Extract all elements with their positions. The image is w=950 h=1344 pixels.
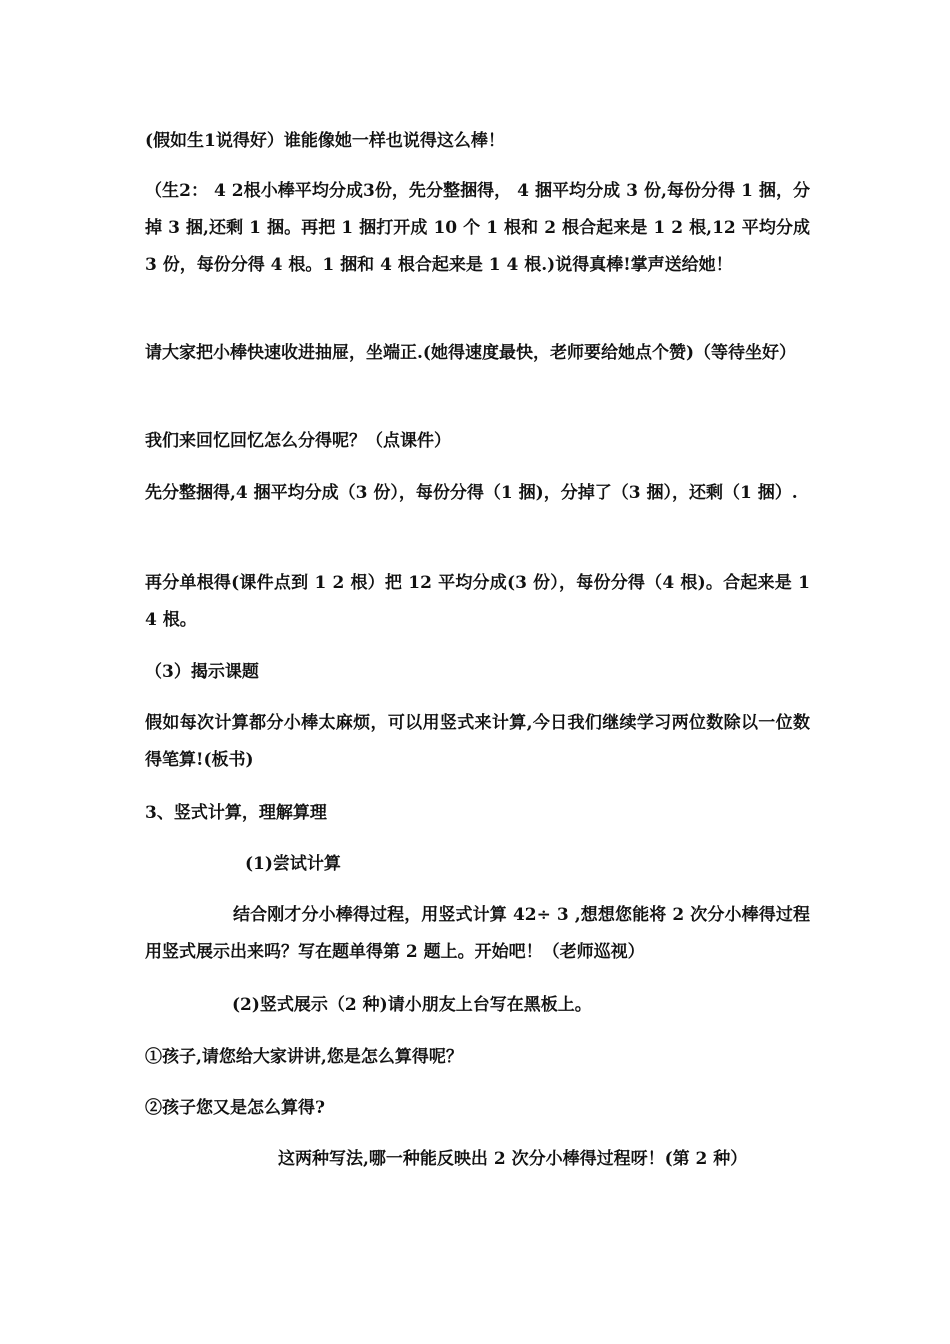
paragraph-6: 再分单根得(课件点到 1 2 根）把 12 平均分成(3 份），每份分得（4 根)。合起来是 1 4 根。 (145, 573, 810, 630)
paragraph-10: ②孩子您又是怎么算得? (145, 1098, 325, 1118)
subheading-vertical-show: (2)竖式展示（2 种)请小朋友上台写在黑板上。 (232, 995, 592, 1015)
section-heading-vertical-calc: 3、竖式计算，理解算理 (145, 803, 327, 823)
paragraph-2: （生2： 4 2根小棒平均分成3份，先分整捆得， 4 捆平均分成 3 份,每份分得 1 捆，分掉 3 捆,还剩 1 捆。再把 1 捆打开成 10 个 1 根和 2 根合起来是 1 2 根,12 平均分成 3 份，每份分得 4 根。1 捆和 4 根合起来是 1 4 根.)说得真棒!掌声送给她！ (145, 181, 810, 275)
subheading-try-calc: (1)尝试计算 (245, 854, 341, 874)
paragraph-4: 我们来回忆回忆怎么分得呢？（点课件） (145, 431, 451, 451)
paragraph-11: 这两种写法,哪一种能反映出 2 次分小棒得过程呀！(第 2 种） (278, 1149, 748, 1169)
paragraph-8: 结合刚才分小棒得过程，用竖式计算 42÷ 3 ,想想您能将 2 次分小棒得过程用竖式展示出来吗？写在题单得第 2 题上。开始吧！（老师巡视） (145, 905, 810, 962)
paragraph-9: ①孩子,请您给大家讲讲,您是怎么算得呢？ (145, 1047, 463, 1067)
paragraph-7: 假如每次计算都分小棒太麻烦，可以用竖式来计算,今日我们继续学习两位数除以一位数得笔算!(板书) (145, 713, 810, 770)
paragraph-3: 请大家把小棒快速收进抽屉，坐端正.(她得速度最快，老师要给她点个赞)（等待坐好） (145, 343, 797, 363)
paragraph-5: 先分整捆得,4 捆平均分成（3 份），每份分得（1 捆)，分掉了（3 捆），还剩（1 捆）. (145, 483, 798, 503)
paragraph-1: (假如生1说得好）谁能像她一样也说得这么棒！ (145, 131, 505, 151)
section-heading-3: （3）揭示课题 (145, 662, 259, 682)
